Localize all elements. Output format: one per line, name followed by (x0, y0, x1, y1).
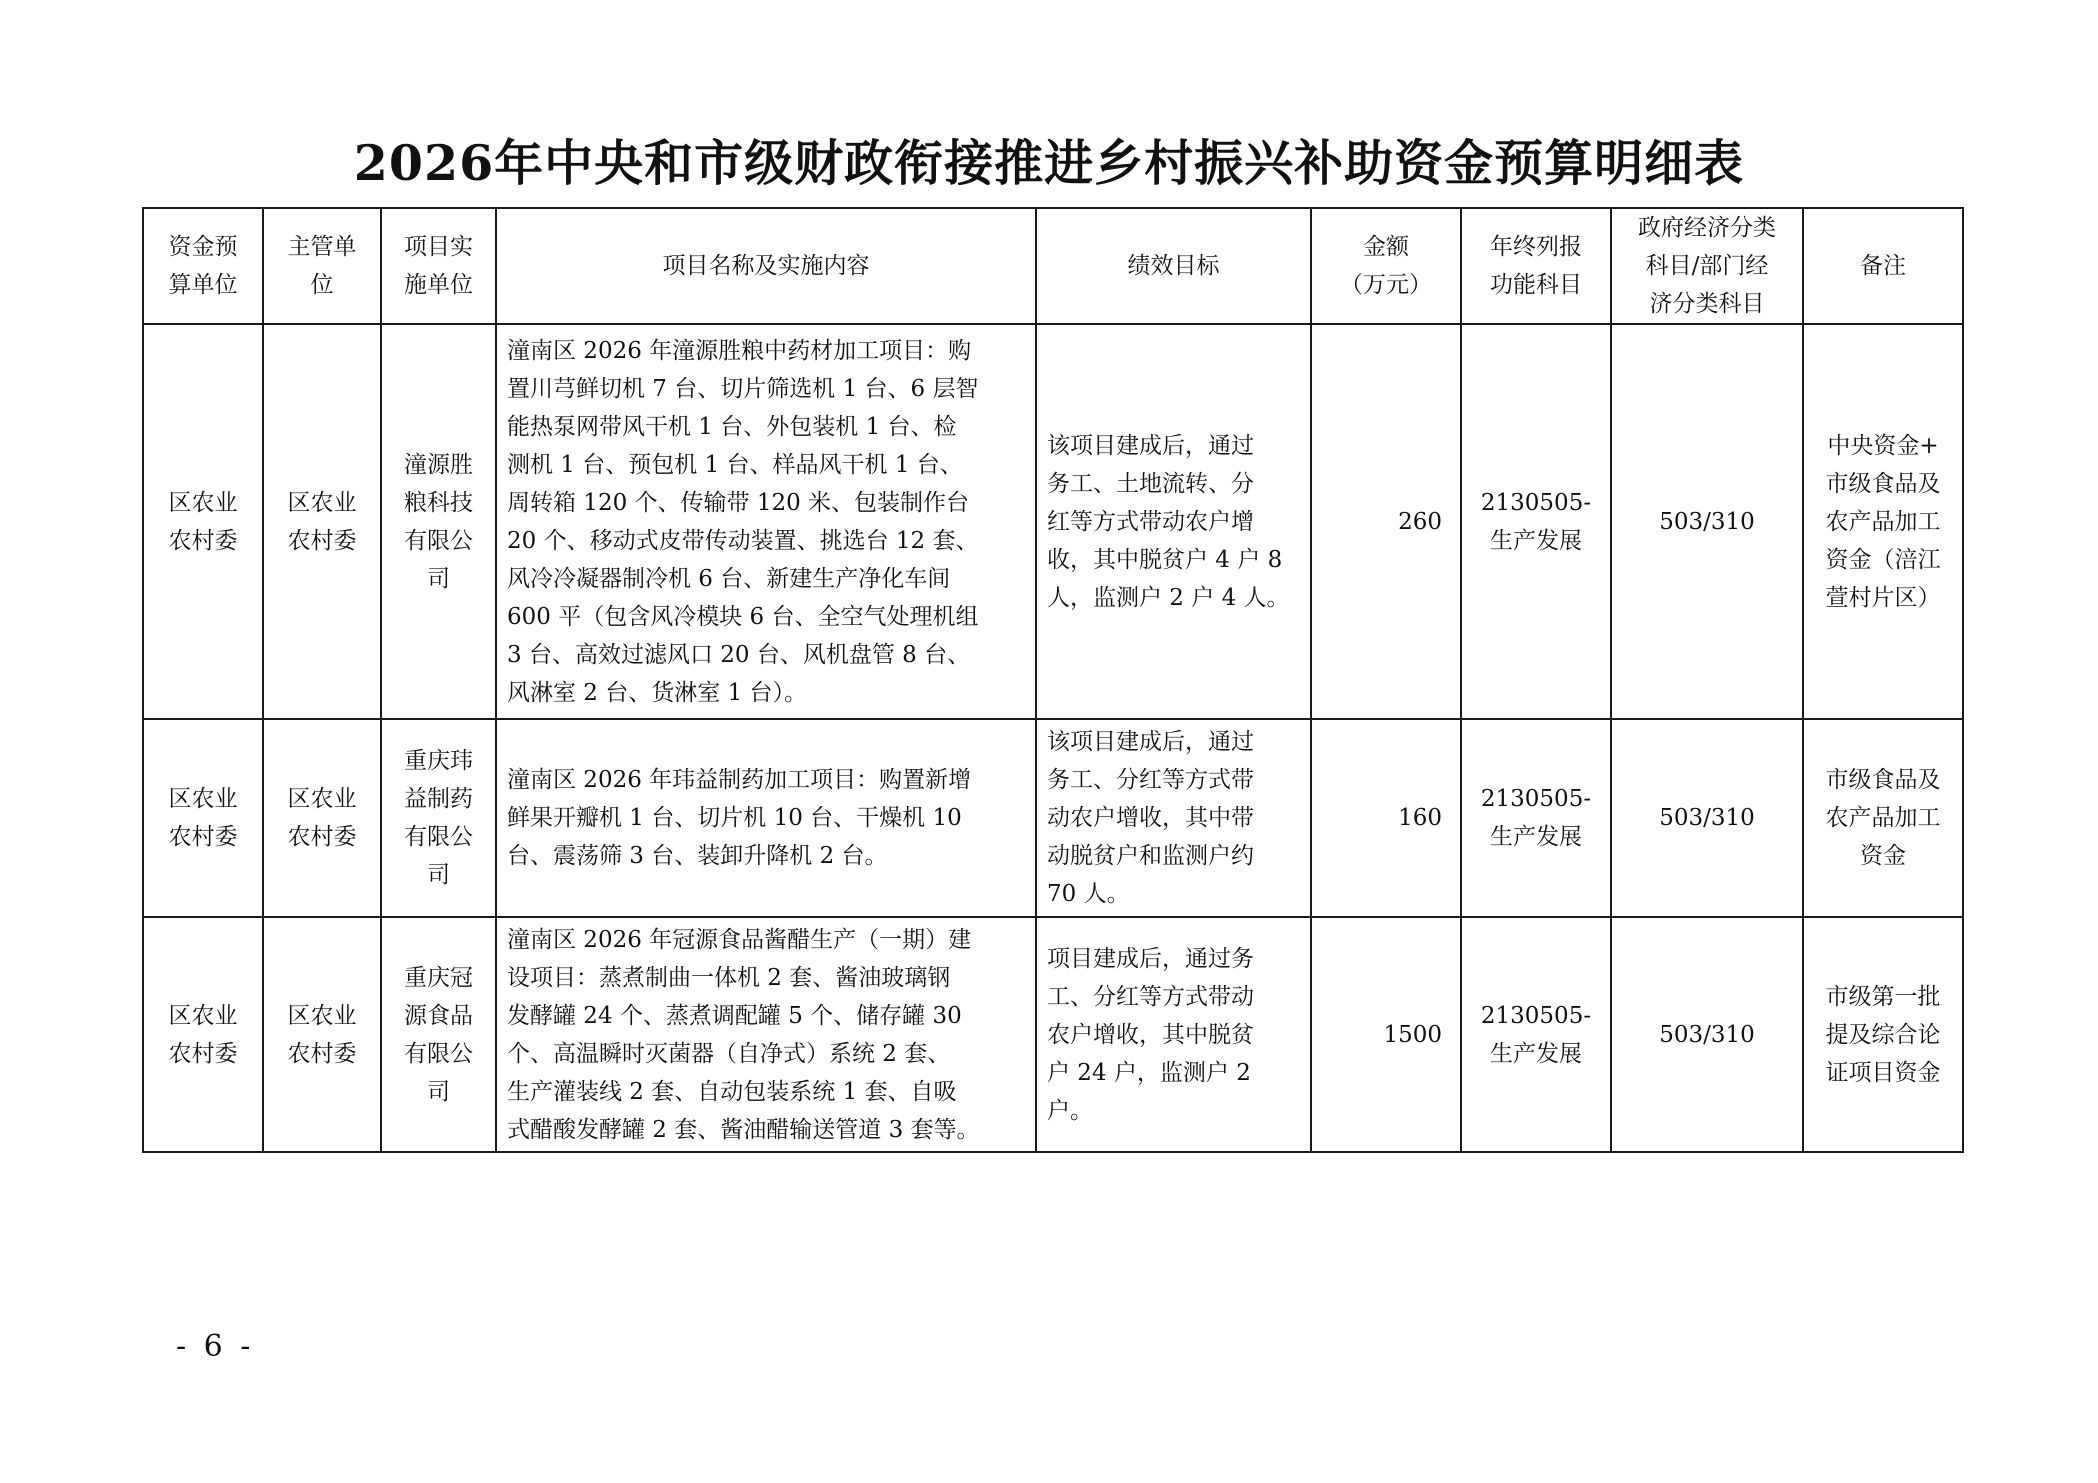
cell-content: 潼南区 2026 年冠源食品酱醋生产（一期）建 设项目：蒸煮制曲一体机 2 套、酱油玻璃钢 发酵罐 24 个、蒸煮调配罐 5 个、储存罐 30 个、高温瞬时灭菌器（自净式）系统 2 套、 生产灌装线 2 套、自动包装系统 1 套、自吸 式醋酸发酵罐 2 套、酱油醋输送管道 3 套等。 (496, 917, 1036, 1152)
cell-supervisor: 区农业 农村委 (263, 917, 381, 1152)
budget-table (142, 207, 1964, 1153)
header-function-subject: 年终列报 功能科目 (1461, 208, 1611, 324)
table-row (143, 917, 1963, 1152)
cell-remark: 市级食品及 农产品加工 资金 (1803, 719, 1963, 917)
cell-content: 潼南区 2026 年玮益制药加工项目：购置新增 鲜果开瓣机 1 台、切片机 10 台、干燥机 10 台、震荡筛 3 台、装卸升降机 2 台。 (496, 719, 1036, 917)
cell-implementer: 重庆玮 益制药 有限公 司 (381, 719, 496, 917)
header-remark: 备注 (1803, 208, 1963, 324)
table-header-row (143, 208, 1963, 324)
header-supervisor: 主管单 位 (263, 208, 381, 324)
cell-remark: 市级第一批 提及综合论 证项目资金 (1803, 917, 1963, 1152)
cell-implementer: 重庆冠 源食品 有限公 司 (381, 917, 496, 1152)
cell-performance: 该项目建成后，通过 务工、土地流转、分 红等方式带动农户增 收，其中脱贫户 4 户 8 人，监测户 2 户 4 人。 (1036, 324, 1311, 719)
table-row (143, 324, 1963, 719)
cell-performance: 项目建成后，通过务 工、分红等方式带动 农户增收，其中脱贫 户 24 户，监测户 2 户。 (1036, 917, 1311, 1152)
cell-economic-class: 503/310 (1611, 324, 1803, 719)
header-amount: 金额 （万元） (1311, 208, 1461, 324)
page-number: - 6 - (176, 1329, 255, 1364)
cell-economic-class: 503/310 (1611, 719, 1803, 917)
cell-performance: 该项目建成后，通过 务工、分红等方式带 动农户增收，其中带 动脱贫户和监测户约 70 人。 (1036, 719, 1311, 917)
cell-budget-unit: 区农业 农村委 (143, 719, 263, 917)
cell-function-subject: 2130505- 生产发展 (1461, 324, 1611, 719)
header-performance: 绩效目标 (1036, 208, 1311, 324)
header-economic-class: 政府经济分类 科目/部门经 济分类科目 (1611, 208, 1803, 324)
cell-function-subject: 2130505- 生产发展 (1461, 719, 1611, 917)
cell-amount: 1500 (1311, 917, 1461, 1152)
cell-remark: 中央资金+ 市级食品及 农产品加工 资金（涪江 萱村片区） (1803, 324, 1963, 719)
table-row (143, 719, 1963, 917)
header-implementer: 项目实 施单位 (381, 208, 496, 324)
cell-amount: 160 (1311, 719, 1461, 917)
header-budget-unit: 资金预 算单位 (143, 208, 263, 324)
cell-content: 潼南区 2026 年潼源胜粮中药材加工项目：购 置川芎鲜切机 7 台、切片筛选机 1 台、6 层智 能热泵网带风干机 1 台、外包装机 1 台、检 测机 1 台、预包机 1 台、样品风干机 1 台、 周转箱 120 个、传输带 120 米、包装制作台 20 个、移动式皮带传动装置、挑选台 12 套、 风冷冷凝器制冷机 6 台、新建生产净化车间 600 平（包含风冷模块 6 台、全空气处理机组 3 台、高效过滤风口 20 台、风机盘管 8 台、 风淋室 2 台、货淋室 1 台）。 (496, 324, 1036, 719)
cell-budget-unit: 区农业 农村委 (143, 324, 263, 719)
header-content: 项目名称及实施内容 (496, 208, 1036, 324)
cell-function-subject: 2130505- 生产发展 (1461, 917, 1611, 1152)
cell-amount: 260 (1311, 324, 1461, 719)
cell-implementer: 潼源胜 粮科技 有限公 司 (381, 324, 496, 719)
document-title: 2026年中央和市级财政衔接推进乡村振兴补助资金预算明细表 (353, 134, 1745, 192)
cell-budget-unit: 区农业 农村委 (143, 917, 263, 1152)
cell-economic-class: 503/310 (1611, 917, 1803, 1152)
cell-supervisor: 区农业 农村委 (263, 719, 381, 917)
cell-supervisor: 区农业 农村委 (263, 324, 381, 719)
